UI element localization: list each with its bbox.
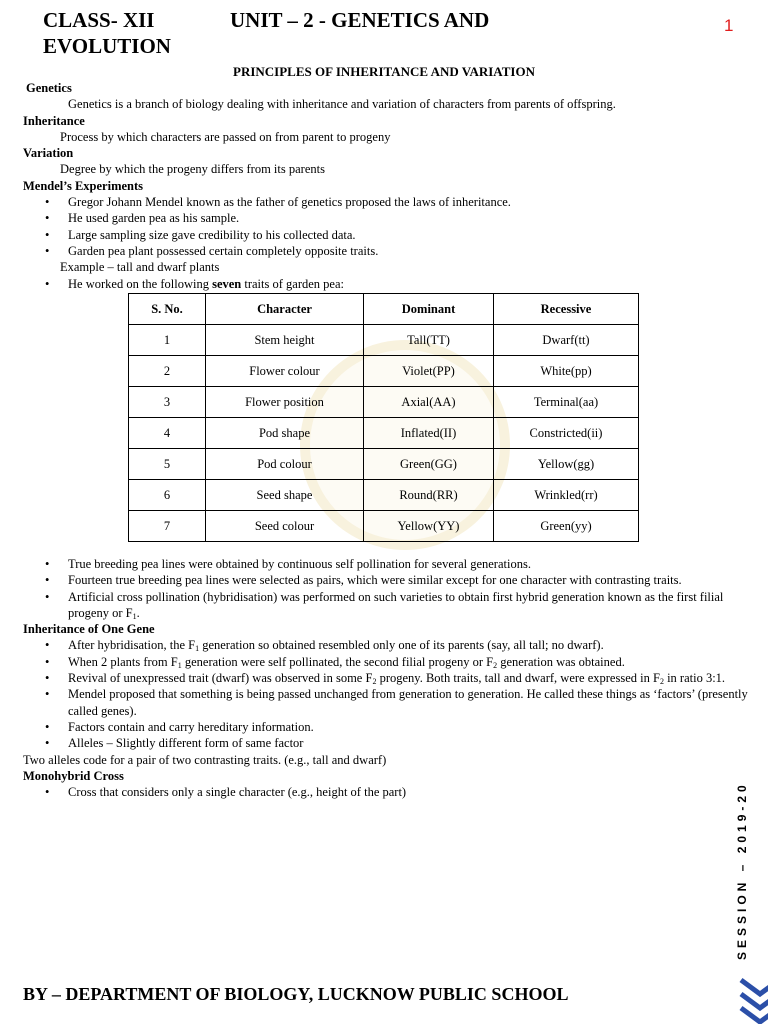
list-item: • Fourteen true breeding pea lines were selected as pairs, which were similar except for one character with contrasting traits. (23, 572, 748, 588)
subscript: 1 (177, 660, 182, 670)
table-cell: Seed shape (206, 480, 364, 511)
table-cell: 2 (129, 356, 206, 387)
genetics-heading: Genetics (26, 81, 72, 95)
mendel-heading: Mendel’s Experiments (23, 178, 144, 193)
table-cell: Wrinkled(rr) (494, 480, 639, 511)
alleles-note: Two alleles code for a pair of two contrasting traits. (e.g., tall and dwarf) (23, 752, 387, 767)
list-item: • Large sampling size gave credibility to his collected data. (23, 227, 748, 243)
table-cell: Green(yy) (494, 511, 639, 542)
text-fragment: After hybridisation, the F (68, 638, 196, 653)
text-fragment: When 2 plants from F (68, 654, 178, 669)
table-cell: Terminal(aa) (494, 387, 639, 418)
intro-section (23, 80, 748, 292)
monohybrid-heading: Monohybrid Cross (23, 768, 124, 783)
footer-credit: BY – DEPARTMENT OF BIOLOGY, LUCKNOW PUBLIC SCHOOL (23, 984, 569, 1004)
table-cell: Tall(TT) (364, 325, 494, 356)
inheritance-definition: Process by which characters are passed on from parent to progeny (60, 129, 391, 144)
list-item (23, 670, 748, 686)
traits-table (128, 293, 639, 542)
table-cell: Green(GG) (364, 449, 494, 480)
table-cell: Axial(AA) (364, 387, 494, 418)
table-row (129, 480, 639, 511)
text-fragment: He worked on the following (68, 276, 213, 291)
subscript: 2 (659, 677, 664, 687)
example-line: Example – tall and dwarf plants (60, 260, 220, 275)
list-item: • He used garden pea as his sample. (23, 210, 748, 226)
table-cell: Constricted(ii) (494, 418, 639, 449)
text-fragment: progeny. Both traits, tall and dwarf, were expressed in F (376, 671, 660, 686)
table-row (129, 356, 639, 387)
session-label: SESSION – 2019-20 (735, 781, 749, 960)
subscript: 2 (493, 660, 498, 670)
text-fragment: generation were self pollinated, the second filial progeny or F (181, 654, 494, 669)
list-item: • Gregor Johann Mendel known as the father of genetics proposed the laws of inheritance. (23, 194, 748, 210)
text-fragment: traits of garden pea: (241, 276, 344, 291)
unit-title-continued: EVOLUTION (43, 34, 171, 58)
list-item: • Alleles – Slightly different form of same factor (23, 735, 748, 751)
table-cell: 6 (129, 480, 206, 511)
table-cell: 4 (129, 418, 206, 449)
table-cell: Flower position (206, 387, 364, 418)
text-fragment: in ratio 3:1. (663, 671, 726, 686)
table-cell: Stem height (206, 325, 364, 356)
table-cell: Pod colour (206, 449, 364, 480)
table-cell: Yellow(YY) (364, 511, 494, 542)
text-fragment: Artificial cross pollination (hybridisation) was performed on such varieties to obtain first hybrid generation known as the first filial progeny or F (68, 589, 724, 620)
table-row (129, 325, 639, 356)
table-cell: Inflated(II) (364, 418, 494, 449)
table-cell: White(pp) (494, 356, 639, 387)
table-cell: Pod shape (206, 418, 364, 449)
page-number: 1 (724, 16, 734, 35)
text-fragment: generation so obtained resembled only one of its parents (say, all tall; no dwarf). (199, 638, 604, 653)
list-item (23, 589, 748, 622)
table-cell: Violet(PP) (364, 356, 494, 387)
chapter-subtitle: PRINCIPLES OF INHERITANCE AND VARIATION (233, 64, 535, 79)
class-title: CLASS- XII (43, 8, 155, 32)
breeding-list (23, 556, 748, 621)
unit-title: UNIT – 2 - GENETICS AND (230, 8, 490, 32)
table-cell: Seed colour (206, 511, 364, 542)
column-header: S. No. (129, 294, 206, 325)
chevron-down-icon (738, 968, 768, 1024)
list-item: • Factors contain and carry hereditary information. (23, 719, 748, 735)
text-fragment: . (136, 605, 140, 620)
list-item: • True breeding pea lines were obtained by continuous self pollination for several generations. (23, 556, 748, 572)
table-row (129, 418, 639, 449)
column-header: Recessive (494, 294, 639, 325)
table-row (129, 449, 639, 480)
seven-traits-list (23, 276, 748, 292)
table-cell: Round(RR) (364, 480, 494, 511)
subscript: 1 (195, 644, 200, 654)
table-header-row (129, 294, 639, 325)
list-item (23, 637, 748, 653)
column-header: Dominant (364, 294, 494, 325)
variation-heading: Variation (23, 146, 74, 161)
subscript: 2 (372, 677, 377, 687)
one-gene-heading: Inheritance of One Gene (23, 622, 155, 637)
table-cell: 3 (129, 387, 206, 418)
list-item (23, 276, 748, 292)
list-item: • Cross that considers only a single character (e.g., height of the part) (23, 784, 748, 800)
one-gene-list (23, 637, 748, 751)
text-fragment: Revival of unexpressed trait (dwarf) was observed in some F (68, 671, 373, 686)
list-item (23, 654, 748, 670)
table-cell: 7 (129, 511, 206, 542)
genetics-definition: Genetics is a branch of biology dealing with inheritance and variation of characters from parents of offspring. (68, 97, 616, 112)
mendel-list (23, 194, 748, 259)
table-cell: 5 (129, 449, 206, 480)
table-cell: Yellow(gg) (494, 449, 639, 480)
variation-definition: Degree by which the progeny differs from its parents (60, 162, 325, 177)
table-cell: 1 (129, 325, 206, 356)
text-fragment: generation was obtained. (497, 654, 625, 669)
table-cell: Flower colour (206, 356, 364, 387)
table-cell: Dwarf(tt) (494, 325, 639, 356)
list-item: • Mendel proposed that something is being passed unchanged from generation to generation. He called these things as ‘factors’ (presently called genes). (23, 686, 748, 719)
column-header: Character (206, 294, 364, 325)
inheritance-heading: Inheritance (23, 113, 85, 128)
list-item: • Garden pea plant possessed certain completely opposite traits. (23, 243, 748, 259)
table-row (129, 387, 639, 418)
lower-section (23, 556, 748, 800)
table-row (129, 511, 639, 542)
monohybrid-list (23, 784, 748, 800)
subscript: 1 (132, 611, 137, 621)
emphasis-seven: seven (212, 276, 242, 291)
